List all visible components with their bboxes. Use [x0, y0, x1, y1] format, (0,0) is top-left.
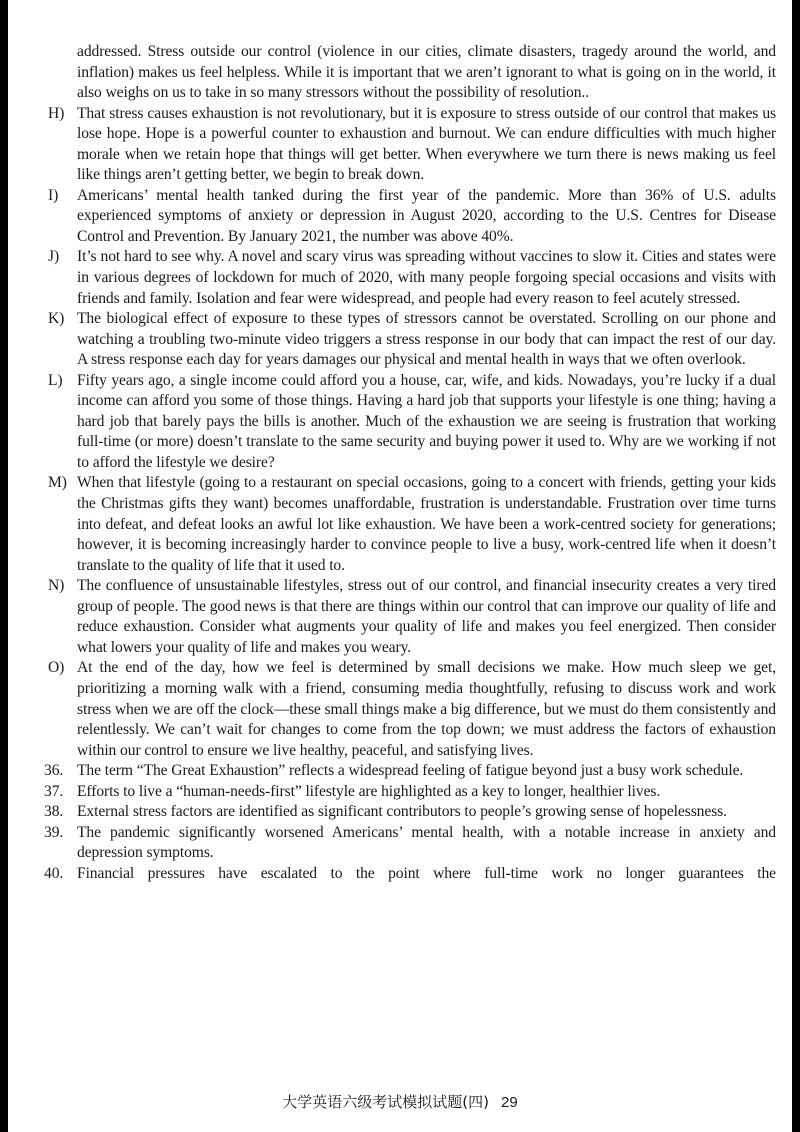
question-text: The pandemic significantly worsened Americans’ mental health, with a notable increase in anxiety and depression symptoms. — [77, 823, 776, 862]
paragraph-text: At the end of the day, how we feel is determined by small decisions we make. How much sleep we get, prioritizing a morning walk with a friend, consuming media thoughtfully, refusing to discuss work and work stress when we are off the clock—these small things make a big difference, but we must do them consistently and relentlessly. We can’t wait for changes to come from the top down; we must address the factors of exhaustion within our control to ensure we live healthy, peaceful, and satisfying lives. — [77, 659, 776, 759]
paragraph-text: Americans’ mental health tanked during the first year of the pandemic. More than 36% of U.S. adults experienced symptoms of anxiety or depression in August 2020, according to the U.S. Centres for Disease Control and Prevention. By January 2021, the number was above 40%. — [77, 186, 776, 245]
paragraph-label: O) — [48, 659, 65, 677]
paragraph-label: L) — [48, 371, 63, 389]
paragraph-h — [48, 104, 776, 186]
question-38 — [44, 802, 776, 823]
paragraph-j — [48, 247, 776, 309]
paragraph-label: I) — [48, 186, 59, 204]
paragraph-text: That stress causes exhaustion is not revolutionary, but it is exposure to stress outside of our control that makes us lose hope. Hope is a powerful counter to exhaustion and burnout. We can endure difficulties with much higher morale when we retain hope that things will get better. When everywhere we turn there is news making us feel like things aren’t getting better, we begin to break down. — [77, 104, 776, 184]
paragraph-label: H) — [48, 104, 65, 122]
question-text: Efforts to live a “human-needs-first” lifestyle are highlighted as a key to longer, healthier lives. — [77, 782, 661, 800]
page-number: 29 — [501, 1094, 518, 1111]
question-40 — [44, 864, 776, 885]
question-text: Financial pressures have escalated to the point where full-time work no longer guarantees the — [77, 864, 776, 882]
paragraph-text: It’s not hard to see why. A novel and scary virus was spreading without vaccines to slow it. Cities and states were in various degrees of lockdown for much of 2020, with many people forgoing special occasions and visits with friends and family. Isolation and fear were widespread, and people had every reason to feel acutely stressed. — [77, 248, 776, 307]
passage-content — [44, 42, 776, 884]
question-text: The term “The Great Exhaustion” reflects a widespread feeling of fatigue beyond just a busy work schedule. — [77, 762, 744, 780]
paragraph-label: K) — [48, 310, 65, 328]
document-page — [8, 0, 792, 1132]
paragraph-text: Fifty years ago, a single income could afford you a house, car, wife, and kids. Nowadays, you’re lucky if a dual income can afford you some of those things. Having a hard job that supports your lifestyle is one thing; having a hard job that barely pays the bills is another. Much of the exhaustion we are seeing is frustration that working full-time (or more) doesn’t translate to the same security and buying power it used to. Why are we working if not to afford the lifestyle we desire? — [77, 371, 776, 471]
question-number: 36. — [44, 762, 64, 780]
question-number: 40. — [44, 864, 64, 882]
paragraph-k — [48, 309, 776, 371]
paragraph-text: The confluence of unsustainable lifestyles, stress out of our control, and financial insecurity creates a very tired group of people. The good news is that there are things within our control that can improve our quality of life and reduce exhaustion. Consider what augments your quality of life and makes you feel energized. Then consider what lowers your quality of life and makes you weary. — [77, 577, 776, 656]
continuation-text: addressed. Stress outside our control (violence in our cities, climate disasters, tragedy around the world, and inflation) makes us feel helpless. While it is important that we aren’t ignorant to what is going on in the world, it also weighs on us to take in so many stressors without the possibility of resolution.. — [77, 43, 776, 102]
paragraph-m — [48, 473, 776, 576]
question-36 — [44, 761, 776, 782]
paragraph-n — [48, 576, 776, 658]
paragraph-text: When that lifestyle (going to a restaurant on special occasions, going to a concert with friends, getting your kids the Christmas gifts they want) becomes unaffordable, frustration is understandable. Frustration over time turns into defeat, and defeat looks an awful lot like exhaustion. We have been a work-centred society for generations; however, it is becoming increasingly harder to convince people to live a busy, work-centred life when it doesn’t translate to the quality of life that it used to. — [77, 474, 776, 574]
footer-title: 大学英语六级考试模拟试题(四) — [282, 1093, 490, 1111]
question-number: 39. — [44, 823, 64, 841]
question-37 — [44, 782, 776, 803]
question-text: External stress factors are identified as significant contributors to people’s growing sense of hopelessness. — [77, 803, 727, 821]
paragraph-text: The biological effect of exposure to these types of stressors cannot be overstated. Scrolling on our phone and watching a troubling two-minute video triggers a stress response in our body that can impact the rest of our day. A stress response each day for years damages our physical and mental health in ways that we often overlook. — [77, 310, 776, 369]
paragraph-label: M) — [48, 474, 67, 492]
paragraph-label: N) — [48, 577, 65, 595]
question-number: 37. — [44, 782, 64, 800]
question-39 — [44, 823, 776, 864]
question-number: 38. — [44, 803, 64, 821]
paragraph-l — [48, 371, 776, 474]
page-footer — [8, 1091, 792, 1112]
paragraph-i — [48, 186, 776, 248]
paragraph-o — [48, 658, 776, 761]
continuation-paragraph — [48, 42, 776, 104]
paragraph-label: J) — [48, 248, 60, 266]
